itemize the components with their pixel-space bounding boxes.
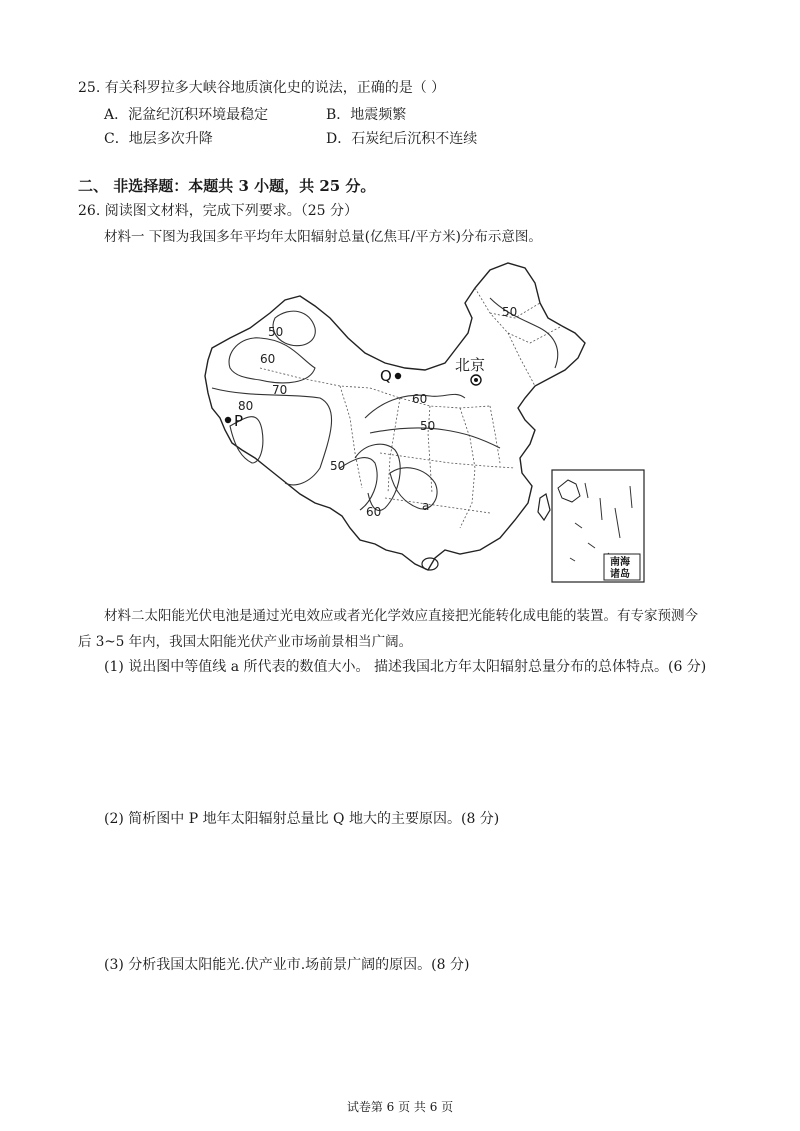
isoline-50-sw (340, 458, 377, 510)
q25-option-a: A．泥盆纪沉积环境最稳定 (104, 107, 269, 123)
label-50-ne: 50 (502, 305, 518, 319)
page-footer: 试卷第 6 页 共 6 页 (346, 1100, 454, 1114)
q26-material-2-line2: 后 3~5 年内，我国太阳能光伏产业市场前景相当广阔。 (78, 634, 413, 650)
q26-material-2-line1: 材料二太阳能光伏电池是通过光电效应或者光化学效应直接把光能转化成电能的装置。有专家预测今 (104, 608, 698, 624)
label-80: 80 (238, 399, 254, 413)
province-borders (260, 288, 562, 528)
isolines (212, 298, 558, 510)
label-q: Q (380, 367, 392, 385)
q26-material-1: 材料一 下图为我国多年平均年太阳辐射总量(亿焦耳/平方米)分布示意图。 (104, 229, 542, 245)
label-70: 70 (272, 383, 288, 397)
china-solar-radiation-map (190, 258, 650, 588)
isoline-70 (212, 388, 332, 485)
inset-south-china-sea (552, 470, 644, 582)
point-p-marker (225, 417, 231, 423)
inset-label-line2: 诸岛 (610, 569, 630, 580)
taiwan-island (538, 494, 550, 520)
q25-option-b: B．地震频繁 (326, 107, 407, 123)
label-beijing: 北京 (455, 356, 486, 374)
label-50-center: 50 (420, 419, 436, 433)
q25-stem: 25. 有关科罗拉多大峡谷地质演化史的说法，正确的是（ ） (78, 80, 446, 96)
beijing-marker-dot (474, 378, 478, 382)
label-60-nw: 60 (260, 352, 276, 366)
point-q-marker (395, 373, 401, 379)
label-p: P (234, 412, 244, 430)
section-title: 二、 非选择题：本题共 3 小题，共 25 分。 (78, 177, 376, 195)
label-a: a (422, 499, 430, 513)
label-50-sw: 50 (330, 459, 346, 473)
q26-sub-1: (1) 说出图中等值线 a 所代表的数值大小。 描述我国北方年太阳辐射总量分布的总体特点。(6 分) (104, 659, 707, 675)
q26-stem: 26. 阅读图文材料，完成下列要求。（25 分） (78, 203, 358, 219)
label-50-nw: 50 (268, 325, 284, 339)
hainan-island (422, 558, 438, 570)
q25-option-c: C．地层多次升降 (104, 131, 213, 147)
inset-label-line1: 南海 (610, 557, 630, 568)
isoline-50-ne (490, 298, 558, 368)
q25-option-d: D．石炭纪后沉积不连续 (326, 131, 478, 147)
q26-sub-3: (3) 分析我国太阳能光.伏产业市.场前景广阔的原因。(8 分) (104, 957, 470, 973)
q26-sub-2: (2) 简析图中 P 地年太阳辐射总量比 Q 地大的主要原因。(8 分) (104, 811, 500, 827)
china-outline (205, 263, 585, 570)
label-60-sw: 60 (366, 505, 382, 519)
label-60-center: 60 (412, 392, 428, 406)
